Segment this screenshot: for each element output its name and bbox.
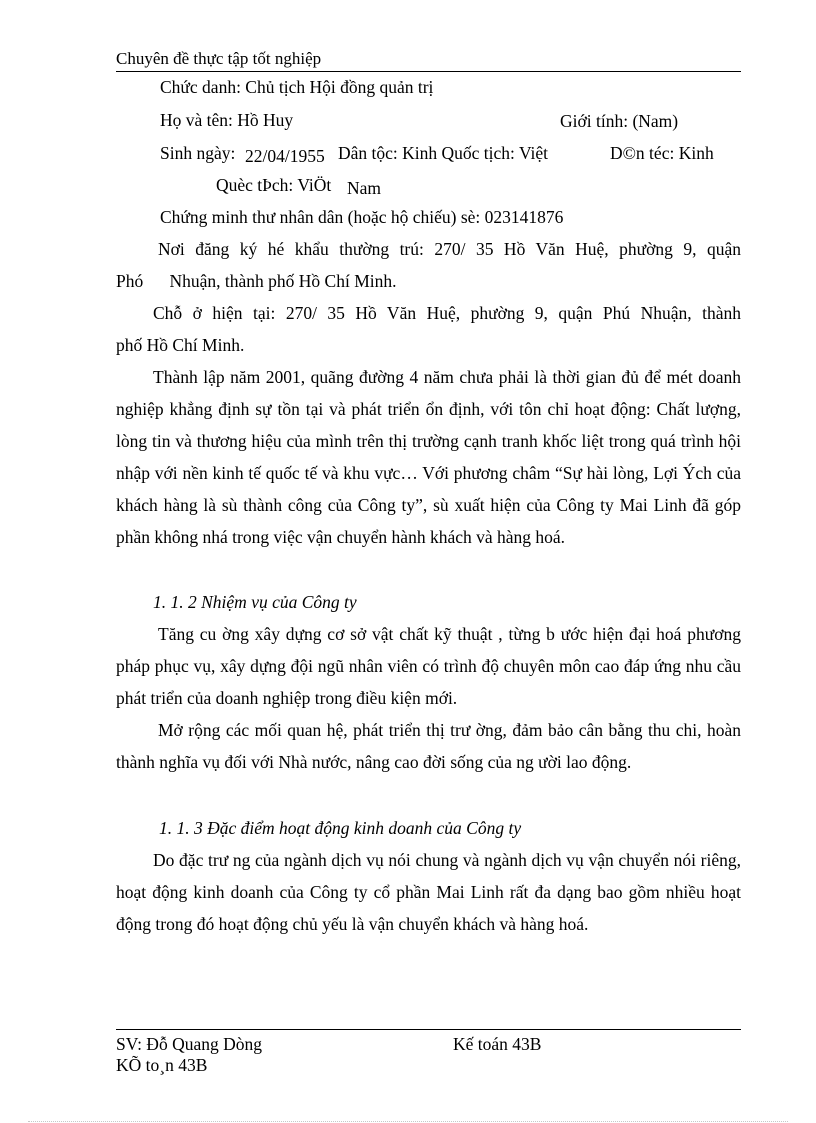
- ethnic-nationality: Dân tộc: Kinh Quốc tịch: Việt: [338, 143, 549, 163]
- page-edge-dots: [28, 1121, 788, 1122]
- position-line: Chức danh: Chủ tịch Hội đồng quản trị: [160, 77, 434, 97]
- task-paragraph-2: Mở rộng các mối quan hệ, phát triển thị trư ờng, đảm bảo cân bằng thu chi, hoàn thành nghĩa vụ đối với Nhà nước, nâng cao đời sống của ng ười lao động.: [116, 720, 741, 772]
- gender-line: Giới tính: (Nam): [560, 111, 679, 131]
- current-address-line2: phố Hồ Chí Minh.: [116, 335, 245, 355]
- religion-line: D©n téc: Kinh: [610, 143, 714, 163]
- birth-label: Sinh ngày:: [160, 143, 236, 163]
- business-paragraph: Do đặc trư ng của ngành dịch vụ nói chung và ngành dịch vụ vận chuyển nói riêng, hoạt động kinh doanh của Công ty cổ phần Mai Linh rất đa dạng bao gồm nhiều hoạt động trong đó hoạt động chủ yếu là vận chuyển khách và hàng hoá.: [116, 850, 741, 934]
- section-heading-112: 1. 1. 2 Nhiệm vụ của Công ty: [153, 592, 357, 612]
- current-address-line1: Chỗ ở hiện tại: 270/ 35 Hồ Văn Huệ, phường 9, quận Phú Nhuận, thành: [153, 303, 741, 323]
- nationality-tail: Nam: [347, 178, 382, 198]
- header-title: Chuyên đề thực tập tốt nghiệp: [116, 49, 322, 68]
- registered-address-line2: Phó Nhuận, thành phố Hồ Chí Minh.: [116, 271, 397, 291]
- footer-rule: [116, 1029, 741, 1030]
- footer-class-garbled: KÕ to¸n 43B: [116, 1055, 208, 1075]
- footer-class: Kế toán 43B: [453, 1034, 542, 1054]
- id-card-line: Chứng minh thư nhân dân (hoặc hộ chiếu) sè: 023141876: [160, 207, 564, 227]
- birth-date: 22/04/1955: [245, 146, 325, 166]
- task-paragraph-1: Tăng cu ờng xây dựng cơ sở vật chất kỹ thuật , từng b ước hiện đại hoá phương pháp phục vụ, xây dựng đội ngũ nhân viên có trình độ chuyên môn cao đáp ứng nhu cầu phát triển của doanh nghiệp trong điều kiện mới.: [116, 624, 741, 708]
- registered-address-line1: Nơi đăng ký hé khẩu thường trú: 270/ 35 Hồ Văn Huệ, phường 9, quận: [158, 239, 741, 259]
- intro-paragraph: Thành lập năm 2001, quãng đường 4 năm chưa phải là thời gian đủ để mét doanh nghiệp khẳng định sự tồn tại và phát triển ổn định, với tôn chỉ hoạt động: Chất lượng, lòng tin và thương hiệu của mình trên thị trường cạnh tranh khốc liệt trong quá trình hội nhập với nền kinh tế quốc tế và khu vực… Với phương châm “Sự hài lòng, Lợi Ých của khách hàng là sù thành công của Công ty”, sù xuất hiện của Công ty Mai Linh đã góp phần không nhá trong việc vận chuyển hành khách và hàng hoá.: [116, 367, 741, 547]
- nationality-garbled: Quèc tÞch: ViÖt: [216, 175, 332, 195]
- section-heading-113: 1. 1. 3 Đặc điểm hoạt động kinh doanh của Công ty: [159, 818, 522, 838]
- name-line: Họ và tên: Hồ Huy: [160, 110, 294, 130]
- footer-student: SV: Đỗ Quang Dòng: [116, 1034, 262, 1054]
